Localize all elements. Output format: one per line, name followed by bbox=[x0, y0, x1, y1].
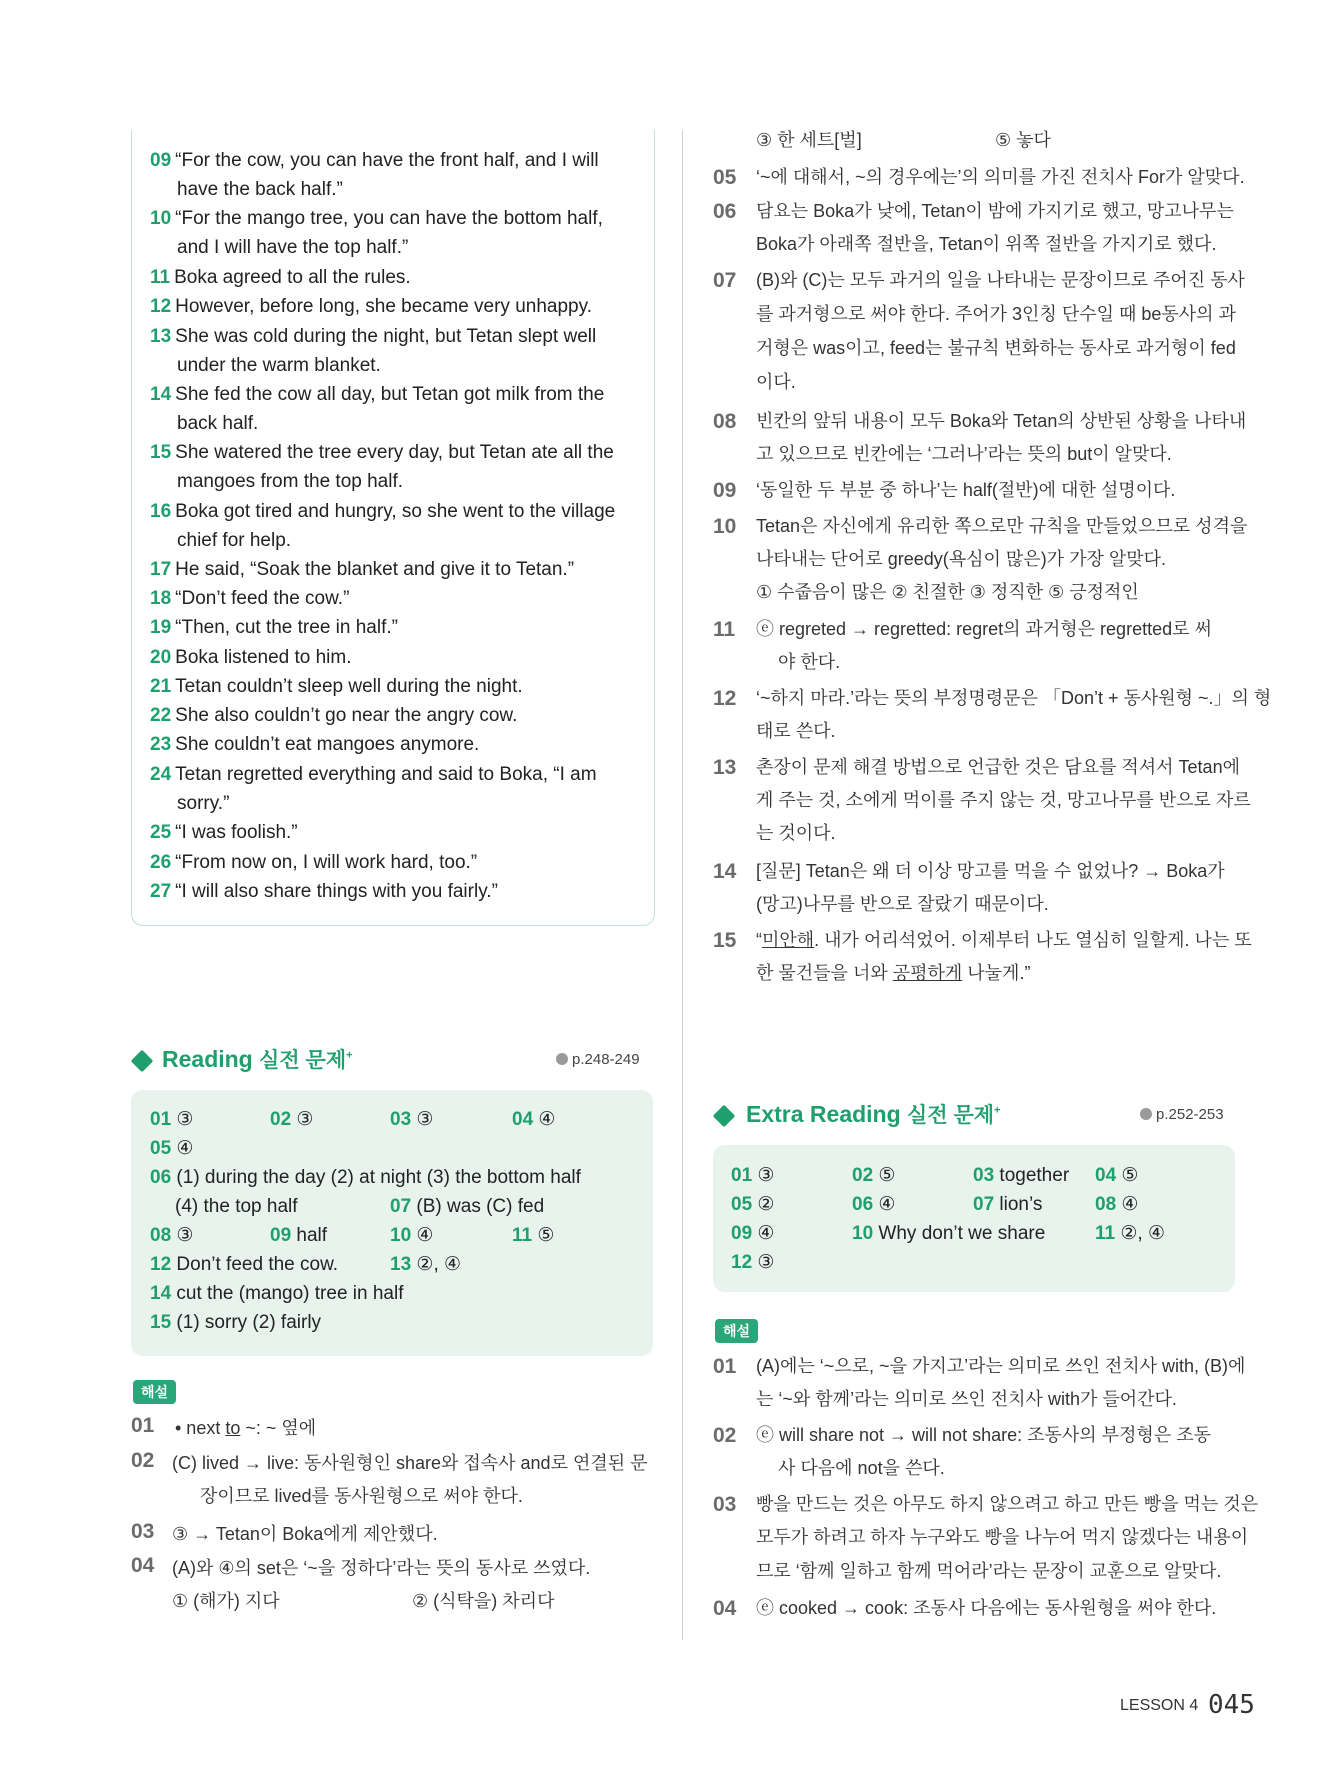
reading-explanation-badge: 해설 bbox=[133, 1380, 176, 1404]
story-line-19 bbox=[150, 613, 398, 642]
pageref-icon bbox=[1140, 1108, 1152, 1120]
story-line-16 bbox=[150, 497, 615, 526]
extra-title-kr: 실전 문제 bbox=[907, 1104, 995, 1127]
rt-e08-l2: 고 있으므로 빈칸에는 ‘그러나’라는 뜻의 but이 알맞다. bbox=[756, 444, 1172, 464]
story-line-text: Boka agreed to all the rules. bbox=[174, 267, 411, 288]
rt-e15-l2: 한 물건들을 너와 공평하게 나눌게.” bbox=[756, 963, 1031, 983]
rt-opt5: ⑤ 놓다 bbox=[995, 130, 1051, 150]
story-line-20 bbox=[150, 643, 352, 672]
r-e01-num: 01 bbox=[131, 1414, 155, 1437]
story-line-27 bbox=[150, 877, 498, 906]
story-line-text: She was cold during the night, but Tetan slept well bbox=[175, 326, 597, 347]
x-a09: 09 ④ bbox=[731, 1223, 775, 1244]
r-e02-num: 02 bbox=[131, 1449, 155, 1472]
r-a07: 07 (B) was (C) fed bbox=[390, 1196, 545, 1217]
extra-title bbox=[746, 1099, 1000, 1129]
x-e01-num: 01 bbox=[713, 1355, 737, 1378]
story-line-15 bbox=[150, 438, 614, 467]
story-line-number: 23 bbox=[150, 734, 172, 755]
story-line-13 bbox=[150, 322, 596, 351]
rt-e08-num: 08 bbox=[713, 410, 737, 433]
rt-e10-num: 10 bbox=[713, 515, 737, 538]
rt-e06-num: 06 bbox=[713, 200, 737, 223]
story-line-text: She also couldn’t go near the angry cow. bbox=[175, 705, 518, 726]
r-a04: 04 ④ bbox=[512, 1109, 556, 1130]
story-line-number: 21 bbox=[150, 676, 172, 697]
story-line-number: 22 bbox=[150, 705, 172, 726]
story-line-number: 12 bbox=[150, 296, 172, 317]
story-line-text: Tetan couldn’t sleep well during the night. bbox=[175, 676, 523, 697]
r-a13: 13 ②, ④ bbox=[390, 1254, 462, 1275]
x-a04: 04 ⑤ bbox=[1095, 1165, 1139, 1186]
story-line-number: 25 bbox=[150, 822, 172, 843]
r-e03-num: 03 bbox=[131, 1520, 155, 1543]
r-a01: 01 ③ bbox=[150, 1109, 194, 1130]
story-line-cont-14: back half. bbox=[177, 413, 259, 434]
r-a06: 06 (1) during the day (2) at night (3) the bottom half bbox=[150, 1167, 581, 1188]
x-e02-l2: 사 다음에 not을 쓴다. bbox=[778, 1458, 945, 1478]
x-e03-l2: 모두가 하려고 하자 누구와도 빵을 나누어 먹지 않겠다는 내용이 bbox=[756, 1527, 1249, 1547]
story-line-18 bbox=[150, 584, 349, 613]
r-a08: 08 ③ bbox=[150, 1225, 194, 1246]
x-e01-l1: (A)에는 ‘~으로, ~을 가지고’라는 의미로 쓰인 전치사 with, (B)에 bbox=[756, 1356, 1246, 1376]
story-line-number: 13 bbox=[150, 326, 172, 347]
column-divider bbox=[682, 130, 683, 1640]
x-a07: 07 lion’s bbox=[973, 1194, 1043, 1215]
x-e03-l3: 므로 ‘함께 일하고 함께 먹어라’라는 문장이 교훈으로 알맞다. bbox=[756, 1561, 1222, 1581]
story-line-text: She couldn’t eat mangoes anymore. bbox=[175, 734, 480, 755]
r-e04-opt2: ② (식탁을) 차리다 bbox=[412, 1591, 555, 1611]
story-line-number: 17 bbox=[150, 559, 172, 580]
story-line-text: “For the cow, you can have the front half, and I will bbox=[175, 150, 599, 171]
story-line-text: “For the mango tree, you can have the bottom half, bbox=[175, 208, 603, 229]
rt-e06-l1: 담요는 Boka가 낮에, Tetan이 밤에 가지기로 했고, 망고나무는 bbox=[756, 201, 1234, 221]
story-line-cont-24: sorry.” bbox=[177, 793, 230, 814]
rt-e09-num: 09 bbox=[713, 479, 737, 502]
r-a06b: (4) the top half bbox=[175, 1196, 298, 1217]
rt-opt3: ③ 한 세트[벌] bbox=[756, 130, 862, 150]
x-e02-l1: ⓔ will share not → will not share: 조동사의 부정형은 조동 bbox=[756, 1425, 1211, 1445]
story-line-text: “I was foolish.” bbox=[175, 822, 298, 843]
extra-pageref bbox=[1140, 1106, 1224, 1123]
rt-e07-l4: 이다. bbox=[756, 372, 796, 392]
story-line-26 bbox=[150, 848, 477, 877]
story-line-number: 09 bbox=[150, 150, 172, 171]
story-line-14 bbox=[150, 380, 604, 409]
reading-title bbox=[162, 1044, 353, 1074]
x-a01: 01 ③ bbox=[731, 1165, 775, 1186]
extra-title-en: Extra Reading bbox=[746, 1101, 901, 1127]
story-line-number: 26 bbox=[150, 852, 172, 873]
x-e03-num: 03 bbox=[713, 1493, 737, 1516]
rt-e07-num: 07 bbox=[713, 269, 737, 292]
r-e04-opt1: ① (해가) 지다 bbox=[172, 1591, 280, 1611]
story-line-cont-10: and I will have the top half.” bbox=[177, 237, 409, 258]
story-line-17 bbox=[150, 555, 574, 584]
x-a02: 02 ⑤ bbox=[852, 1165, 896, 1186]
reading-pageref-text: p.248-249 bbox=[572, 1051, 640, 1068]
x-e03-l1: 빵을 만드는 것은 아무도 하지 않으려고 하고 만든 빵을 먹는 것은 bbox=[756, 1494, 1259, 1514]
rt-e12-l1: ‘~하지 마라.’라는 뜻의 부정명령문은 「Don’t + 동사원형 ~.」의 형 bbox=[756, 688, 1272, 708]
r-e02-l2: 장이므로 lived를 동사원형으로 써야 한다. bbox=[200, 1486, 523, 1506]
story-line-text: Boka listened to him. bbox=[175, 647, 352, 668]
r-e04: (A)와 ④의 set은 ‘~을 정하다’라는 뜻의 동사로 쓰였다. bbox=[172, 1558, 591, 1578]
extra-plus: + bbox=[994, 1104, 1001, 1117]
x-a10: 10 Why don’t we share bbox=[852, 1223, 1046, 1244]
x-e04-num: 04 bbox=[713, 1597, 737, 1620]
rt-e06-l2: Boka가 아래쪽 절반을, Tetan이 위쪽 절반을 가지기로 했다. bbox=[756, 234, 1217, 254]
story-line-number: 20 bbox=[150, 647, 172, 668]
story-line-10 bbox=[150, 204, 603, 233]
story-line-number: 18 bbox=[150, 588, 172, 609]
story-line-text: “I will also share things with you fairly.” bbox=[175, 881, 498, 902]
story-line-number: 19 bbox=[150, 617, 172, 638]
r-a03: 03 ③ bbox=[390, 1109, 434, 1130]
x-e01-l2: 는 ‘~와 함께’라는 의미로 쓰인 전치사 with가 들어간다. bbox=[756, 1389, 1177, 1409]
rt-e10-l3: ① 수줍음이 많은 ② 친절한 ③ 정직한 ⑤ 긍정적인 bbox=[756, 582, 1139, 602]
rt-e05: ‘~에 대해서, ~의 경우에는’의 의미를 가진 전치사 For가 알맞다. bbox=[756, 167, 1245, 187]
rt-e13-l3: 는 것이다. bbox=[756, 823, 836, 843]
rt-e12-num: 12 bbox=[713, 687, 737, 710]
extra-pageref-text: p.252-253 bbox=[1156, 1106, 1224, 1123]
x-e04: ⓔ cooked → cook: 조동사 다음에는 동사원형을 써야 한다. bbox=[756, 1598, 1217, 1618]
footer-lesson: LESSON 4 bbox=[1120, 1697, 1199, 1714]
rt-e12-l2: 태로 쓴다. bbox=[756, 721, 836, 741]
story-line-text: She watered the tree every day, but Tetan ate all the bbox=[175, 442, 614, 463]
extra-diamond-icon bbox=[713, 1105, 736, 1128]
rt-e14-l1: [질문] Tetan은 왜 더 이상 망고를 먹을 수 없었나? → Boka가 bbox=[756, 861, 1225, 881]
extra-explanation-badge: 해설 bbox=[715, 1319, 758, 1343]
story-line-cont-13: under the warm blanket. bbox=[177, 355, 381, 376]
story-line-text: However, before long, she became very unhappy. bbox=[175, 296, 592, 317]
rt-e11-l2: 야 한다. bbox=[778, 652, 841, 672]
rt-e11-l1: ⓔ regreted → regretted: regret의 과거형은 regretted로 써 bbox=[756, 619, 1212, 639]
rt-e13-l1: 촌장이 문제 해결 방법으로 언급한 것은 담요를 적셔서 Tetan에 bbox=[756, 757, 1240, 777]
pageref-icon bbox=[556, 1053, 568, 1065]
r-a05: 05 ④ bbox=[150, 1138, 194, 1159]
story-line-number: 10 bbox=[150, 208, 172, 229]
x-a05: 05 ② bbox=[731, 1194, 775, 1215]
story-line-text: “From now on, I will work hard, too.” bbox=[175, 852, 478, 873]
x-a08: 08 ④ bbox=[1095, 1194, 1139, 1215]
r-a14: 14 cut the (mango) tree in half bbox=[150, 1283, 404, 1304]
reading-title-kr: 실전 문제 bbox=[259, 1049, 347, 1072]
story-line-text: “Then, cut the tree in half.” bbox=[175, 617, 398, 638]
rt-e05-num: 05 bbox=[713, 166, 737, 189]
r-a15: 15 (1) sorry (2) fairly bbox=[150, 1312, 322, 1333]
story-line-11 bbox=[150, 263, 411, 292]
story-line-number: 14 bbox=[150, 384, 172, 405]
x-a11: 11 ②, ④ bbox=[1095, 1223, 1165, 1244]
r-e04-num: 04 bbox=[131, 1554, 155, 1577]
rt-e14-num: 14 bbox=[713, 860, 737, 883]
story-line-text: “Don’t feed the cow.” bbox=[175, 588, 350, 609]
rt-e11-num: 11 bbox=[713, 618, 736, 641]
story-line-number: 24 bbox=[150, 764, 172, 785]
rt-e15-l1: “미안해. 내가 어리석었어. 이제부터 나도 열심히 일할게. 나는 또 bbox=[756, 930, 1252, 950]
story-line-number: 27 bbox=[150, 881, 172, 902]
story-line-24 bbox=[150, 760, 597, 789]
story-line-09 bbox=[150, 146, 599, 175]
story-line-text: He said, “Soak the blanket and give it to Tetan.” bbox=[175, 559, 575, 580]
rt-e09: ‘동일한 두 부분 중 하나’는 half(절반)에 대한 설명이다. bbox=[756, 480, 1176, 500]
x-a12: 12 ③ bbox=[731, 1252, 775, 1273]
rt-e07-l2: 를 과거형으로 써야 한다. 주어가 3인칭 단수일 때 be동사의 과 bbox=[756, 304, 1236, 324]
rt-e13-l2: 게 주는 것, 소에게 먹이를 주지 않는 것, 망고나무를 반으로 자르 bbox=[756, 790, 1251, 810]
page-number: 045 bbox=[1208, 1690, 1255, 1720]
reading-diamond-icon bbox=[131, 1050, 154, 1073]
reading-plus: + bbox=[346, 1049, 353, 1062]
r-a11: 11 ⑤ bbox=[512, 1225, 555, 1246]
r-e02-l1: (C) lived → live: 동사원형인 share와 접속사 and로 연결된 문 bbox=[172, 1453, 648, 1473]
story-line-number: 11 bbox=[150, 267, 171, 288]
x-a06: 06 ④ bbox=[852, 1194, 896, 1215]
rt-e15-num: 15 bbox=[713, 929, 737, 952]
story-line-cont-09: have the back half.” bbox=[177, 179, 343, 200]
r-e01: • next to ~: ~ 옆에 bbox=[175, 1418, 317, 1438]
story-line-25 bbox=[150, 818, 298, 847]
story-line-cont-15: mangoes from the top half. bbox=[177, 471, 404, 492]
rt-e07-l3: 거형은 was이고, feed는 불규칙 변화하는 동사로 과거형이 fed bbox=[756, 338, 1236, 358]
story-line-text: She fed the cow all day, but Tetan got milk from the bbox=[175, 384, 605, 405]
x-a03: 03 together bbox=[973, 1165, 1070, 1186]
rt-e10-l2: 나타내는 단어로 greedy(욕심이 많은)가 가장 알맞다. bbox=[756, 549, 1167, 569]
reading-title-en: Reading bbox=[162, 1046, 253, 1072]
story-line-12 bbox=[150, 292, 592, 321]
story-line-number: 16 bbox=[150, 501, 172, 522]
story-line-number: 15 bbox=[150, 442, 172, 463]
reading-pageref bbox=[556, 1051, 640, 1068]
r-a12: 12 Don’t feed the cow. bbox=[150, 1254, 339, 1275]
r-a02: 02 ③ bbox=[270, 1109, 314, 1130]
r-e03: ③ → Tetan이 Boka에게 제안했다. bbox=[172, 1524, 438, 1544]
x-e02-num: 02 bbox=[713, 1424, 737, 1447]
story-line-cont-16: chief for help. bbox=[177, 530, 292, 551]
story-line-21 bbox=[150, 672, 523, 701]
story-line-text: Boka got tired and hungry, so she went to the village bbox=[175, 501, 616, 522]
story-line-23 bbox=[150, 730, 479, 759]
rt-e07-l1: (B)와 (C)는 모두 과거의 일을 나타내는 문장이므로 주어진 동사 bbox=[756, 270, 1245, 290]
r-a10: 10 ④ bbox=[390, 1225, 434, 1246]
story-line-22 bbox=[150, 701, 517, 730]
story-line-text: Tetan regretted everything and said to Boka, “I am bbox=[175, 764, 597, 785]
r-a09: 09 half bbox=[270, 1225, 328, 1246]
rt-e10-l1: Tetan은 자신에게 유리한 쪽으로만 규칙을 만들었으므로 성격을 bbox=[756, 516, 1248, 536]
rt-e14-l2: (망고)나무를 반으로 잘랐기 때문이다. bbox=[756, 894, 1049, 914]
rt-e08-l1: 빈칸의 앞뒤 내용이 모두 Boka와 Tetan의 상반된 상황을 나타내 bbox=[756, 411, 1247, 431]
rt-e13-num: 13 bbox=[713, 756, 737, 779]
